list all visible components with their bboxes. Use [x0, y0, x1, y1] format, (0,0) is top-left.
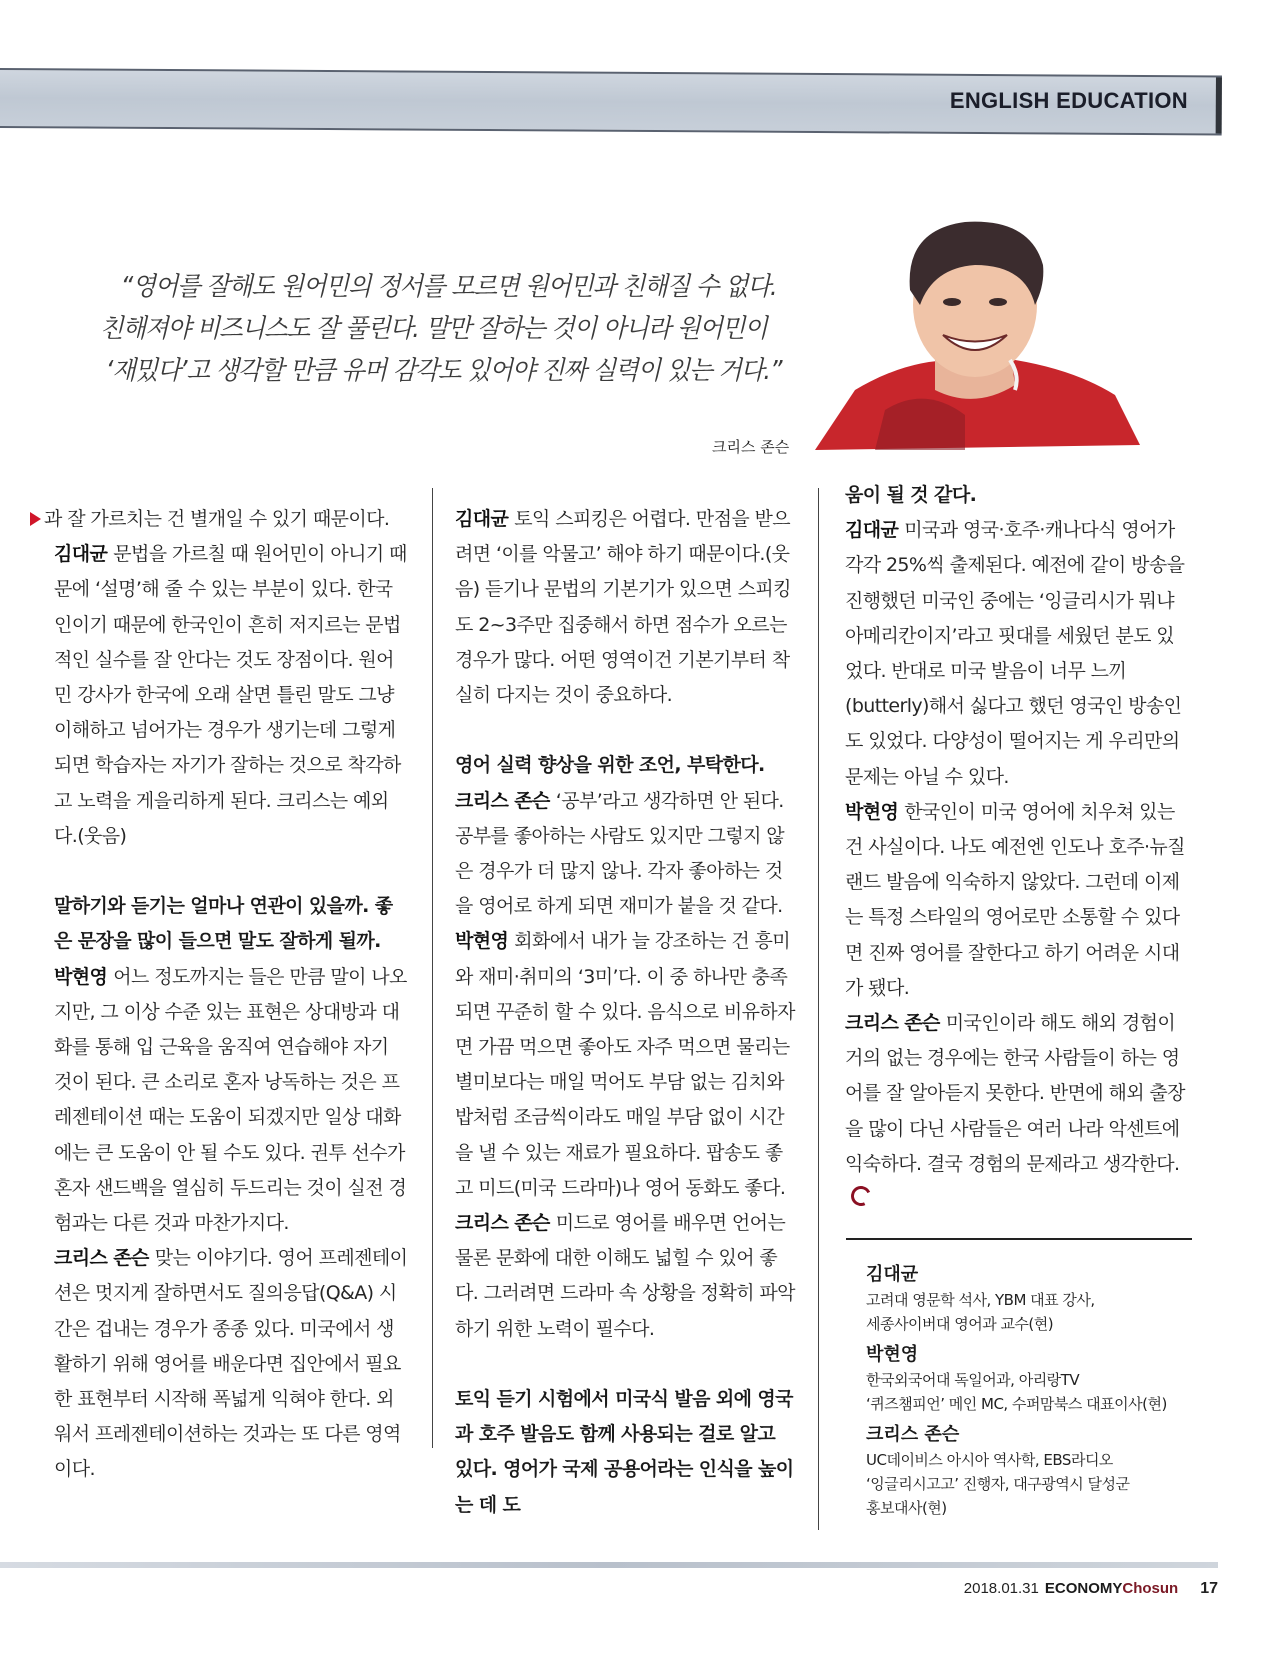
portrait-photo-icon: [815, 210, 1145, 455]
continuation-marker-icon: [30, 512, 41, 526]
speaker-name: 박현영: [54, 965, 108, 988]
answer-paragraph: 크리스 존슨 맞는 이야기다. 영어 프레젠테이션은 멋지게 잘하면서도 질의응답(Q&A) 시간은 겁내는 경우가 종종 있다. 미국에서 생활하기 위해 영어를 배운다면 집안에서 필요한 표현부터 시작해 폭넓게 익혀야 한다. 외워서 프레젠테이션하는 것과는 또 다른 영역이다.: [54, 1247, 408, 1481]
answer-paragraph: 김대균 토익 스피킹은 어렵다. 만점을 받으려면 ‘이를 악물고’ 해야 하기 때문이다.(웃음) 듣기나 문법의 기본기가 있으면 스피킹도 2~3주만 집중해서 하면 점수가 오르는 경우가 많다. 어떤 영역이건 기본기부터 착실히 다지는 것이 중요하다.: [455, 508, 791, 707]
speaker-name: 크리스 존슨: [455, 1212, 550, 1235]
contributor-bios: [866, 1256, 1206, 1520]
speaker-name: 김대균: [455, 508, 509, 530]
bio-entry: [866, 1422, 1206, 1520]
speaker-name: 김대균: [845, 519, 899, 542]
answer-paragraph: 박현영 회화에서 내가 늘 강조하는 건 흥미와 재미·취미의 ‘3미’다. 이 중 하나만 충족되면 꾸준히 할 수 있다. 음식으로 비유하자면 가끔 먹으면 좋아도 자주 먹으면 물리는 별미보다는 매일 먹어도 부담 없는 김치와 밥처럼 조금씩이라도 매일 부담 없이 시간을 낼 수 있는 재료가 필요하다. 팝송도 좋고 미드(미국 드라마)나 영어 동화도 좋다.: [455, 930, 795, 1199]
column-divider: [432, 488, 433, 1448]
interviewer-question: 토익 듣기 시험에서 미국식 발음 외에 영국과 호주 발음도 함께 사용되는 걸로 알고 있다. 영어가 국제 공용어라는 인식을 높이는 데 도: [455, 1388, 794, 1516]
interviewer-question: 움이 될 것 같다.: [845, 484, 977, 506]
article-column-2: [455, 502, 795, 1523]
speaker-name: 크리스 존슨: [54, 1247, 149, 1270]
speaker-name: 박현영: [455, 930, 509, 953]
bio-line: ‘퀴즈챔피언’ 메인 MC, 수퍼맘북스 대표이사(현): [866, 1395, 1167, 1413]
footer-band: [0, 1562, 1218, 1568]
bio-entry: [866, 1262, 1206, 1336]
bio-line: 한국외국어대 독일어과, 아리랑TV: [866, 1371, 1080, 1389]
speaker-name: 박현영: [845, 800, 899, 823]
column-divider: [818, 488, 819, 1530]
header-band-edge: [1216, 77, 1222, 133]
photo-caption: 크리스 존슨: [712, 438, 790, 456]
bio-name: 김대균: [866, 1264, 919, 1285]
article-column-1: [44, 502, 409, 1488]
section-label: ENGLISH EDUCATION: [949, 88, 1188, 113]
pull-quote-line: 친해져야 비즈니스도 잘 풀린다. 말만 잘하는 것이 아니라 원어민이: [100, 314, 767, 344]
speaker-name: 크리스 존슨: [845, 1012, 940, 1035]
answer-paragraph: 박현영 한국인이 미국 영어에 치우쳐 있는 건 사실이다. 나도 예전엔 인도나 호주·뉴질랜드 발음에 익숙하지 않았다. 그런데 이제는 특정 스타일의 영어로만 소통할 수 있다면 진짜 영어를 잘한다고 하기 어려운 시대가 됐다.: [845, 800, 1185, 999]
page-footer: [964, 1580, 1218, 1598]
magazine-brand: ECONOMY: [1044, 1580, 1123, 1597]
answer-paragraph: 김대균 미국과 영국·호주·캐나다식 영어가 각각 25%씩 출제된다. 예전에 같이 방송을 진행했던 미국인 중에는 ‘잉글리시가 뭐냐 아메리칸이지’라고 핏대를 세웠던 분도 있었다. 반대로 미국 발음이 너무 느끼(butterly)해서 싫다고 했던 영국인 방송인도 있었다. 다양성이 떨어지는 게 우리만의 문제는 아닐 수 있다.: [845, 519, 1185, 788]
pull-quote: [100, 266, 782, 392]
interviewer-question: 영어 실력 향상을 위한 조언, 부탁한다.: [455, 754, 765, 777]
bio-line: 고려대 영문학 석사, YBM 대표 강사,: [866, 1291, 1095, 1309]
end-of-article-icon: [848, 1183, 874, 1209]
paragraph-gap: [455, 1347, 795, 1382]
answer-paragraph: 박현영 어느 정도까지는 들은 만큼 말이 나오지만, 그 이상 수준 있는 표현은 상대방과 대화를 통해 입 근육을 움직여 연습해야 자기 것이 된다. 큰 소리로 혼자 낭독하는 것은 프레젠테이션 때는 도움이 되겠지만 일상 대화에는 큰 도움이 안 될 수도 있다. 권투 선수가 혼자 샌드백을 열심히 두드리는 것이 실전 경험과는 다른 것과 마찬가지다.: [54, 965, 407, 1235]
eye-left: [943, 298, 961, 306]
issue-date: 2018.01.31: [963, 1580, 1039, 1597]
paragraph-gap: [455, 713, 795, 748]
paragraph-gap: [54, 854, 409, 889]
speaker-name: 김대균: [54, 543, 108, 566]
eye-right: [989, 298, 1007, 306]
answer-paragraph: 김대균 문법을 가르칠 때 원어민이 아니기 때문에 ‘설명’해 줄 수 있는 부분이 있다. 한국인이기 때문에 한국인이 흔히 저지르는 문법적인 실수를 잘 안다는 것도 장점이다. 원어민 강사가 한국에 오래 살면 틀린 말도 그냥 이해하고 넘어가는 경우가 생기는데 그렇게 되면 학습자는 자기가 잘하는 것으로 착각하고 노력을 게을리하게 된다. 크리스는 예외다.(웃음): [54, 543, 407, 847]
page-number: 17: [1200, 1580, 1218, 1597]
bio-line: UC데이비스 아시아 역사학, EBS라디오: [866, 1451, 1113, 1469]
bio-divider: [846, 1238, 1192, 1240]
bio-entry: [866, 1342, 1206, 1416]
bio-line: 홍보대사(현): [866, 1499, 947, 1517]
paragraph: 과 잘 가르치는 건 별개일 수 있기 때문이다.: [44, 508, 390, 530]
interviewer-question: 말하기와 듣기는 얼마나 연관이 있을까. 좋은 문장을 많이 들으면 말도 잘하게 될까.: [54, 895, 393, 953]
answer-paragraph: 크리스 존슨 미드로 영어를 배우면 언어는 물론 문화에 대한 이해도 넓힐 수 있어 좋다. 그러려면 드라마 속 상황을 정확히 파악하기 위한 노력이 필수다.: [455, 1212, 795, 1340]
bio-line: 세종사이버대 영어과 교수(현): [866, 1315, 1054, 1333]
answer-paragraph: 크리스 존슨 미국인이라 해도 해외 경험이 거의 없는 경우에는 한국 사람들이 하는 영어를 잘 알아듣지 못한다. 반면에 해외 출장을 많이 다닌 사람들은 여러 나라 악센트에 익숙하다. 결국 경험의 문제라고 생각한다.: [845, 1006, 1185, 1217]
pull-quote-line: “영어를 잘해도 원어민의 정서를 모르면 원어민과 친해질 수 없다.: [120, 272, 777, 302]
speaker-name: 크리스 존슨: [455, 789, 550, 812]
magazine-brand-suffix: Chosun: [1122, 1580, 1179, 1597]
bio-name: 박현영: [866, 1344, 919, 1365]
bio-name: 크리스 존슨: [866, 1424, 960, 1445]
article-column-3: [845, 478, 1185, 1217]
pull-quote-line: ‘재밌다’고 생각할 만큼 유머 감각도 있어야 진짜 실력이 있는 거다.”: [105, 356, 782, 386]
answer-paragraph: 크리스 존슨 ‘공부’라고 생각하면 안 된다. 공부를 좋아하는 사람도 있지만 그렇지 않은 경우가 더 많지 않나. 각자 좋아하는 것을 영어로 하게 되면 재미가 붙을 것 같다.: [455, 789, 785, 918]
bio-line: ‘잉글리시고고’ 진행자, 대구광역시 달성군: [866, 1475, 1130, 1493]
